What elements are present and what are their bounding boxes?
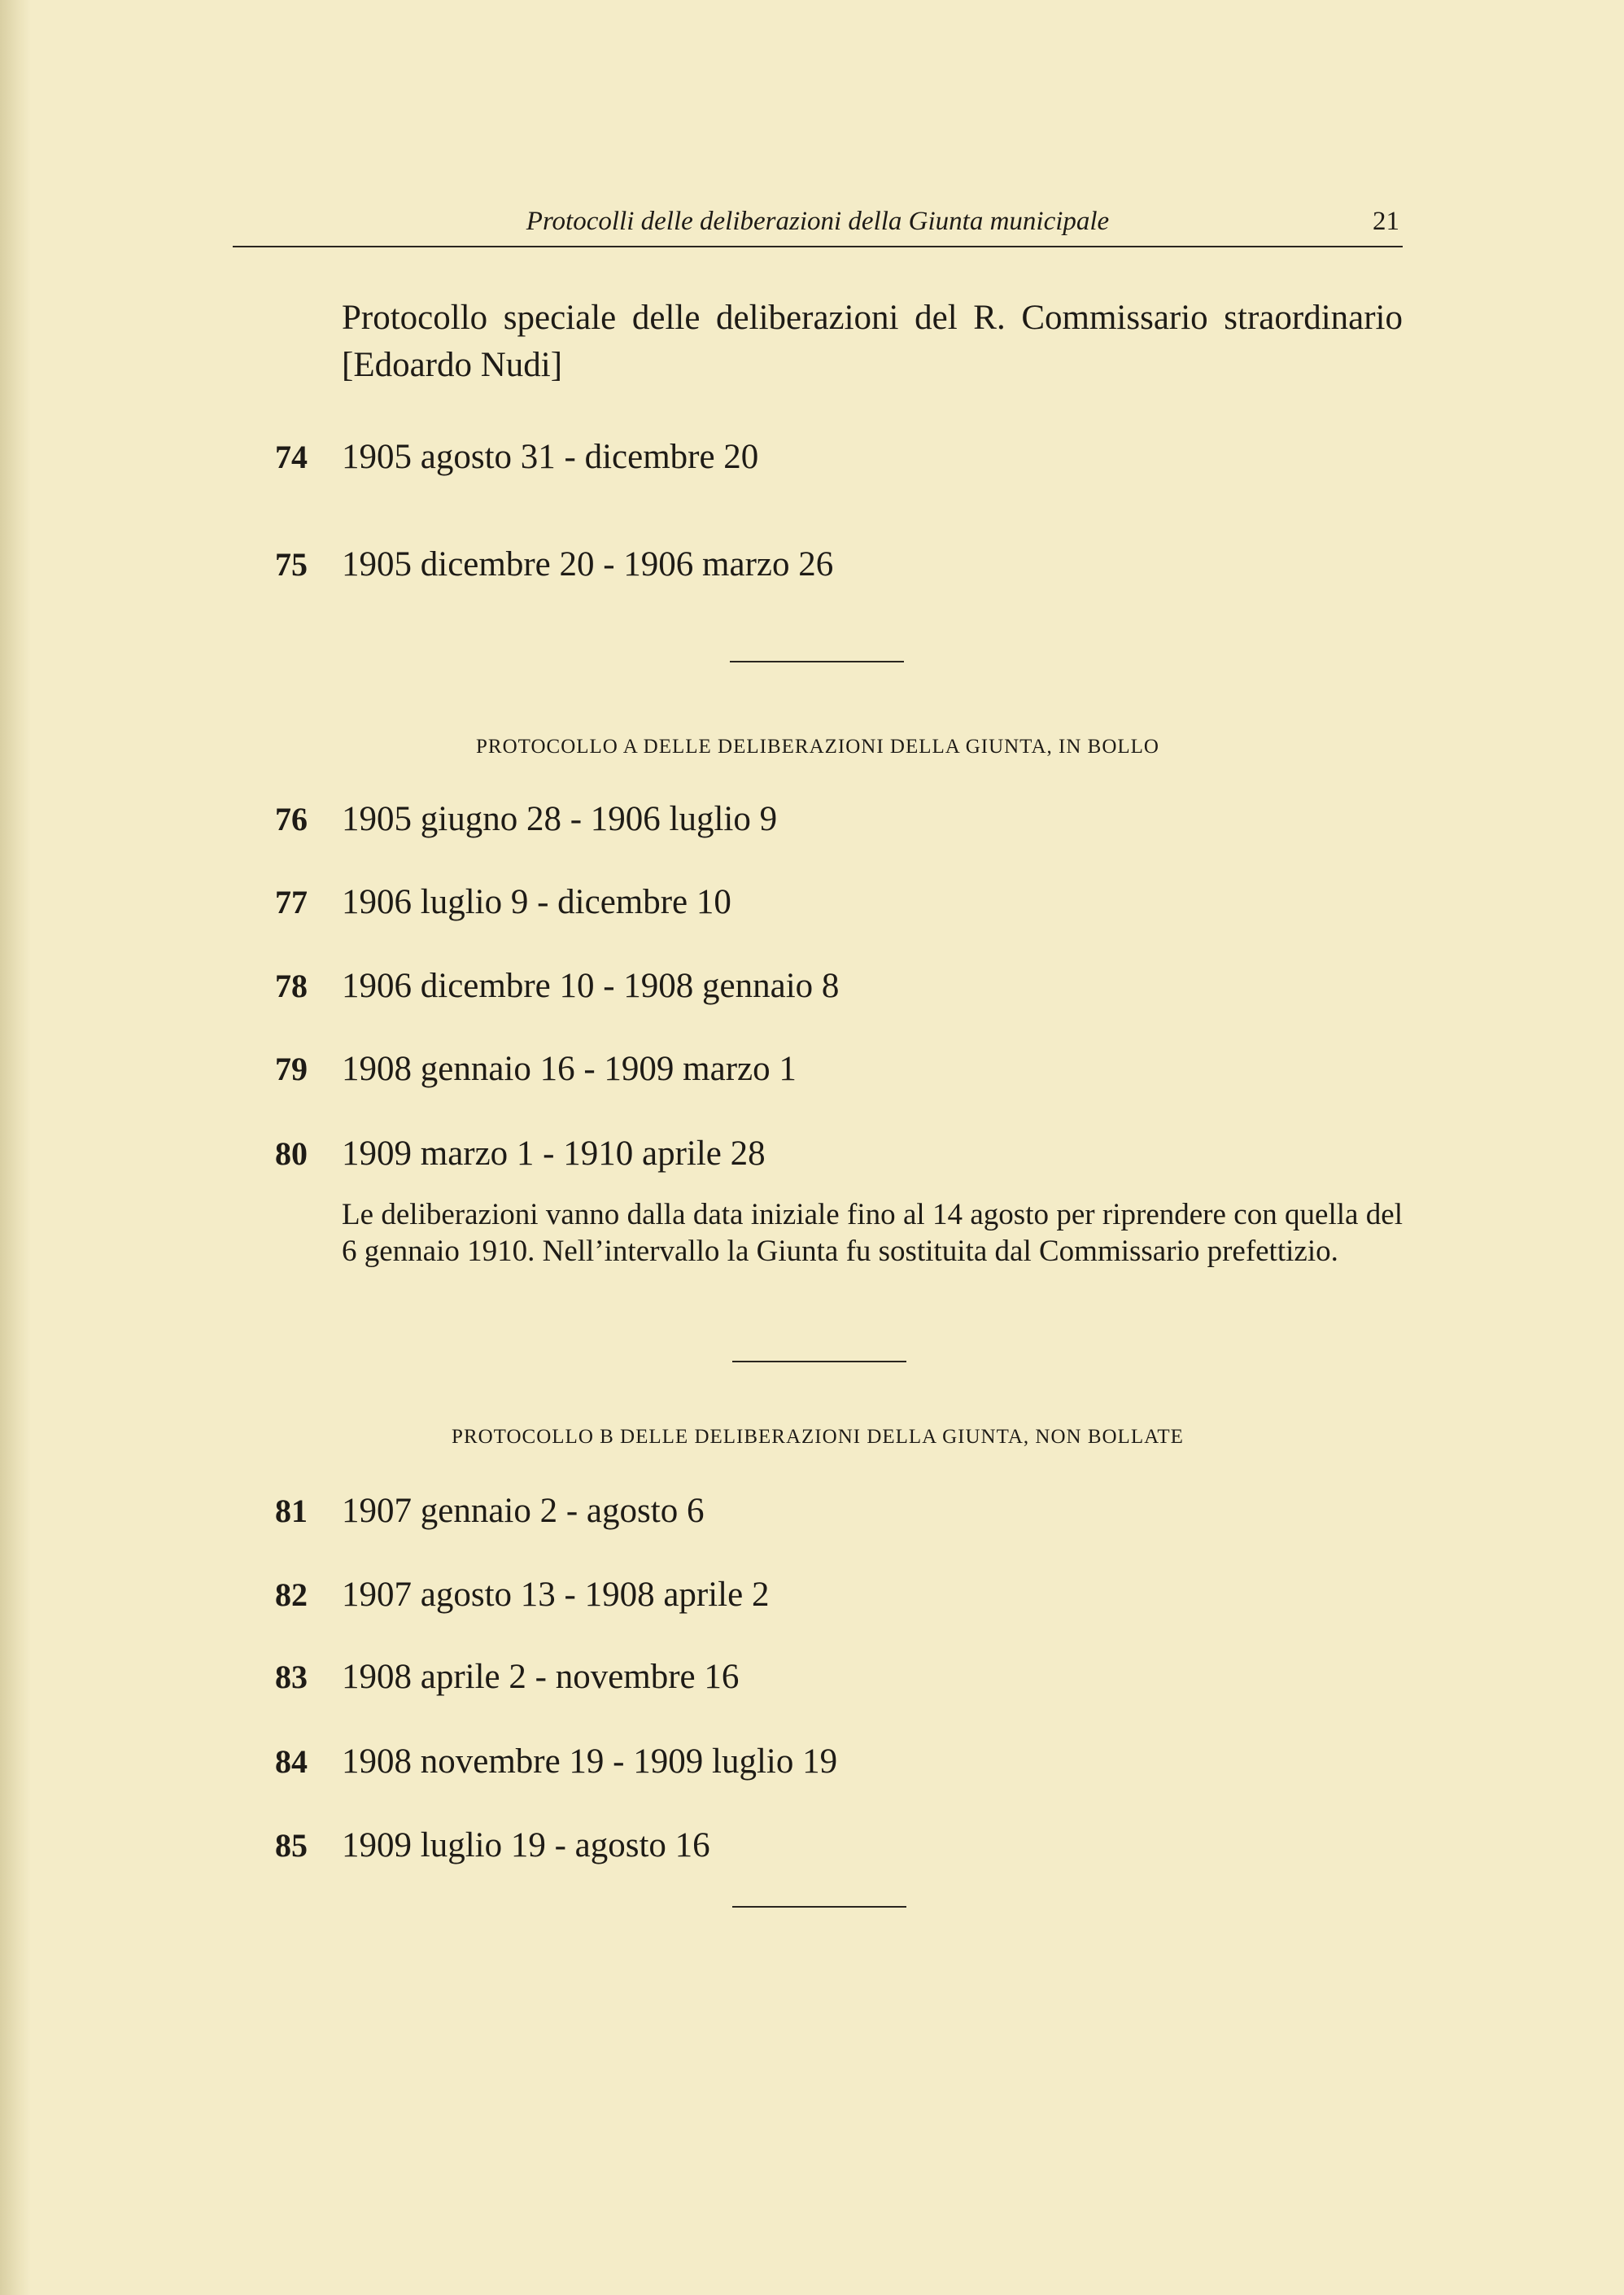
list-item: [268, 1045, 1408, 1094]
entry-date-range: 1905 dicembre 20 - 1906 marzo 26: [342, 545, 834, 584]
entry-date-range: 1906 dicembre 10 - 1908 gennaio 8: [342, 967, 840, 1005]
entry-number: 77: [275, 884, 308, 920]
entry-number: 76: [275, 801, 308, 837]
entry-number: 79: [275, 1051, 308, 1087]
section-title-speciale: Protocollo speciale delle deliberazioni del R. Commissario straordinario [Edoardo Nudi]: [342, 299, 1403, 384]
entry-number: 78: [275, 968, 308, 1004]
list-item: [268, 878, 1408, 927]
running-title: Protocolli delle deliberazioni della Giunta municipale: [526, 207, 1110, 236]
list-item: [268, 433, 1408, 482]
entry-date-range: 1909 marzo 1 - 1910 aprile 28: [342, 1134, 766, 1173]
entry-number: 74: [275, 439, 308, 475]
entry-date-range: 1906 luglio 9 - dicembre 10: [342, 883, 731, 921]
entry-note: Le deliberazioni vanno dalla data iniziale fino al 14 agosto per riprendere con quella del 6 gennaio 1910. Nell’intervallo la Giunta fu sostituita dal Commissario prefettizio.: [342, 1198, 1403, 1268]
section-divider: [732, 1361, 906, 1362]
entry-date-range: 1908 aprile 2 - novembre 16: [342, 1658, 740, 1696]
section-heading-b: PROTOCOLLO B DELLE DELIBERAZIONI DELLA GIUNTA, NON BOLLATE: [452, 1426, 1184, 1448]
entry-number: 85: [275, 1827, 308, 1864]
list-item: [268, 962, 1408, 1011]
entry-date-range: 1908 gennaio 16 - 1909 marzo 1: [342, 1050, 797, 1088]
entry-date-range: 1905 agosto 31 - dicembre 20: [342, 438, 759, 476]
section-heading-a: PROTOCOLLO A DELLE DELIBERAZIONI DELLA GIUNTA, IN BOLLO: [476, 736, 1159, 758]
list-item: [268, 1821, 1408, 1870]
list-item: [268, 795, 1408, 844]
page-spine-shadow: [0, 0, 31, 2295]
entry-number: 83: [275, 1659, 308, 1695]
list-item: [268, 1738, 1408, 1786]
entry-number: 84: [275, 1743, 308, 1780]
entry-date-range: 1909 luglio 19 - agosto 16: [342, 1826, 710, 1864]
entry-date-range: 1907 gennaio 2 - agosto 6: [342, 1492, 705, 1530]
entry-date-range: 1905 giugno 28 - 1906 luglio 9: [342, 800, 778, 838]
list-item: [268, 1571, 1408, 1620]
page-number: 21: [1373, 207, 1399, 236]
section-divider: [732, 1906, 906, 1908]
running-header: [233, 205, 1403, 247]
entry-number: 80: [275, 1135, 308, 1172]
list-item: [268, 1653, 1408, 1702]
section-divider: [730, 661, 904, 662]
entry-number: 75: [275, 546, 308, 583]
entry-number: 82: [275, 1576, 308, 1613]
list-item: [268, 540, 1408, 589]
entry-number: 81: [275, 1493, 308, 1529]
entry-date-range: 1907 agosto 13 - 1908 aprile 2: [342, 1576, 770, 1614]
list-item: [268, 1130, 1408, 1178]
entry-date-range: 1908 novembre 19 - 1909 luglio 19: [342, 1742, 838, 1781]
list-item: [268, 1487, 1408, 1536]
